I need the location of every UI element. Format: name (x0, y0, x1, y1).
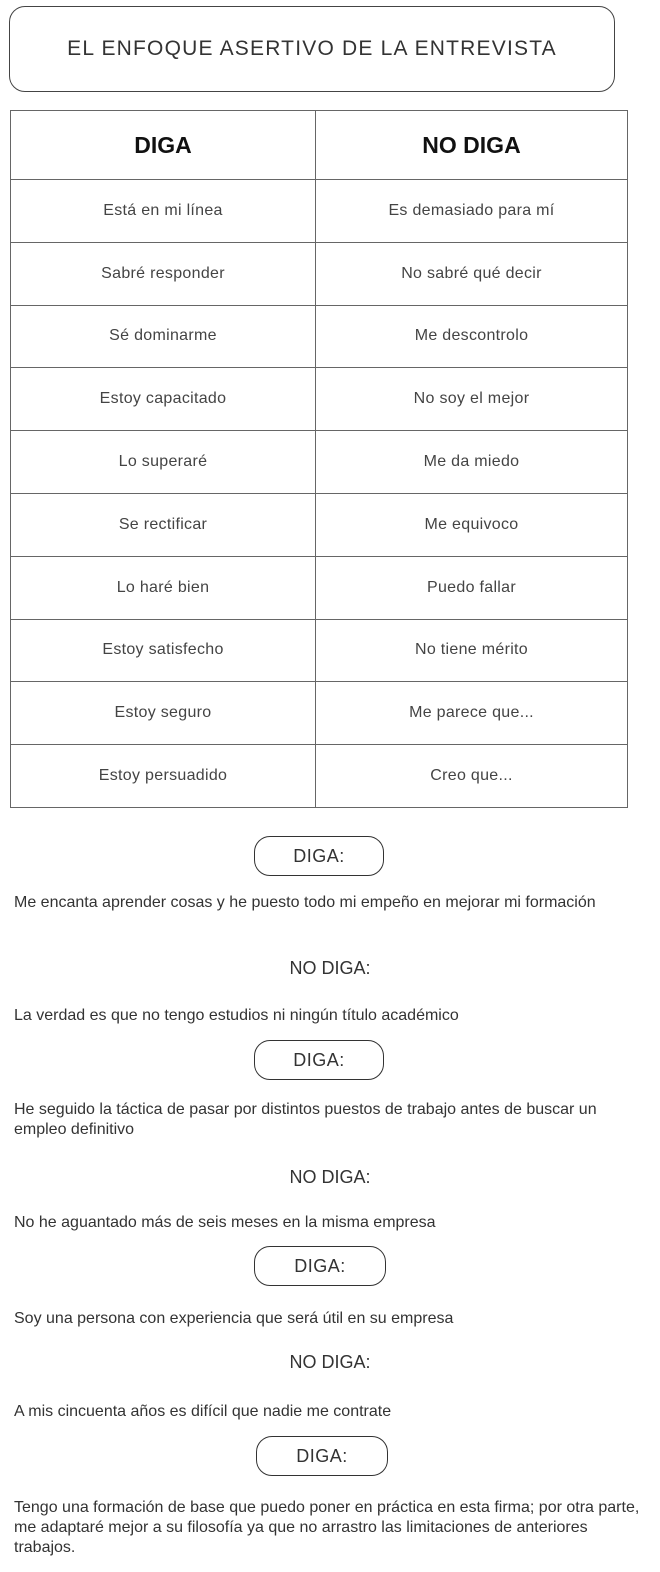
no-diga-text: La verdad es que no tengo estudios ni ningún título académico (14, 1007, 459, 1024)
diga-cell: Se rectificar (11, 493, 316, 556)
no-diga-cell: No sabré qué decir (316, 242, 628, 305)
diga-cell: Sabré responder (11, 242, 316, 305)
no-diga-cell: No soy el mejor (316, 368, 628, 431)
no-diga-cell: Me da miedo (316, 431, 628, 494)
diga-cell: Estoy persuadido (11, 745, 316, 808)
table-row (11, 368, 628, 431)
no-diga-cell: Puedo fallar (316, 556, 628, 619)
table-header-row (11, 111, 628, 180)
table-row (11, 305, 628, 368)
no-diga-label: NO DIGA: (289, 958, 371, 978)
no-diga-cell: No tiene mérito (316, 619, 628, 682)
no-diga-cell: Me parece que... (316, 682, 628, 745)
no-diga-label: NO DIGA: (289, 1167, 371, 1187)
table-row (11, 431, 628, 494)
table-row (11, 745, 628, 808)
table-row (11, 682, 628, 745)
diga-text: Soy una persona con experiencia que será útil en su empresa (14, 1310, 454, 1327)
diga-cell: Lo haré bien (11, 556, 316, 619)
no-diga-label: NO DIGA: (289, 1352, 371, 1372)
diga-cell: Estoy capacitado (11, 368, 316, 431)
no-diga-cell: Me descontrolo (316, 305, 628, 368)
diga-label: DIGA: (254, 836, 384, 876)
diga-label: DIGA: (256, 1436, 388, 1476)
column-header-no-diga: NO DIGA (316, 111, 628, 180)
diga-text: He seguido la táctica de pasar por distintos puestos de trabajo antes de buscar un empleo definitivo (14, 1101, 597, 1138)
diga-label: DIGA: (254, 1246, 386, 1286)
no-diga-cell: Me equivoco (316, 493, 628, 556)
no-diga-text: No he aguantado más de seis meses en la misma empresa (14, 1214, 436, 1231)
table-row (11, 180, 628, 243)
diga-text: Tengo una formación de base que puedo poner en práctica en esta firma; por otra parte, me adaptaré mejor a su filosofía ya que no arrastro las limitaciones de anteriores trabajos. (14, 1499, 640, 1556)
diga-cell: Estoy satisfecho (11, 619, 316, 682)
diga-cell: Lo superaré (11, 431, 316, 494)
no-diga-cell: Es demasiado para mí (316, 180, 628, 243)
table-row (11, 556, 628, 619)
no-diga-cell: Creo que... (316, 745, 628, 808)
table-row (11, 493, 628, 556)
table-row (11, 242, 628, 305)
diga-cell: Está en mi línea (11, 180, 316, 243)
diga-label: DIGA: (254, 1040, 384, 1080)
diga-cell: Estoy seguro (11, 682, 316, 745)
diga-text: Me encanta aprender cosas y he puesto todo mi empeño en mejorar mi formación (14, 894, 596, 911)
title-box (9, 6, 615, 92)
no-diga-text: A mis cincuenta años es difícil que nadie me contrate (14, 1403, 392, 1420)
diga-no-diga-table (10, 110, 628, 808)
table-row (11, 619, 628, 682)
diga-cell: Sé dominarme (11, 305, 316, 368)
column-header-diga: DIGA (11, 111, 316, 180)
page-title: EL ENFOQUE ASERTIVO DE LA ENTREVISTA (67, 37, 557, 60)
